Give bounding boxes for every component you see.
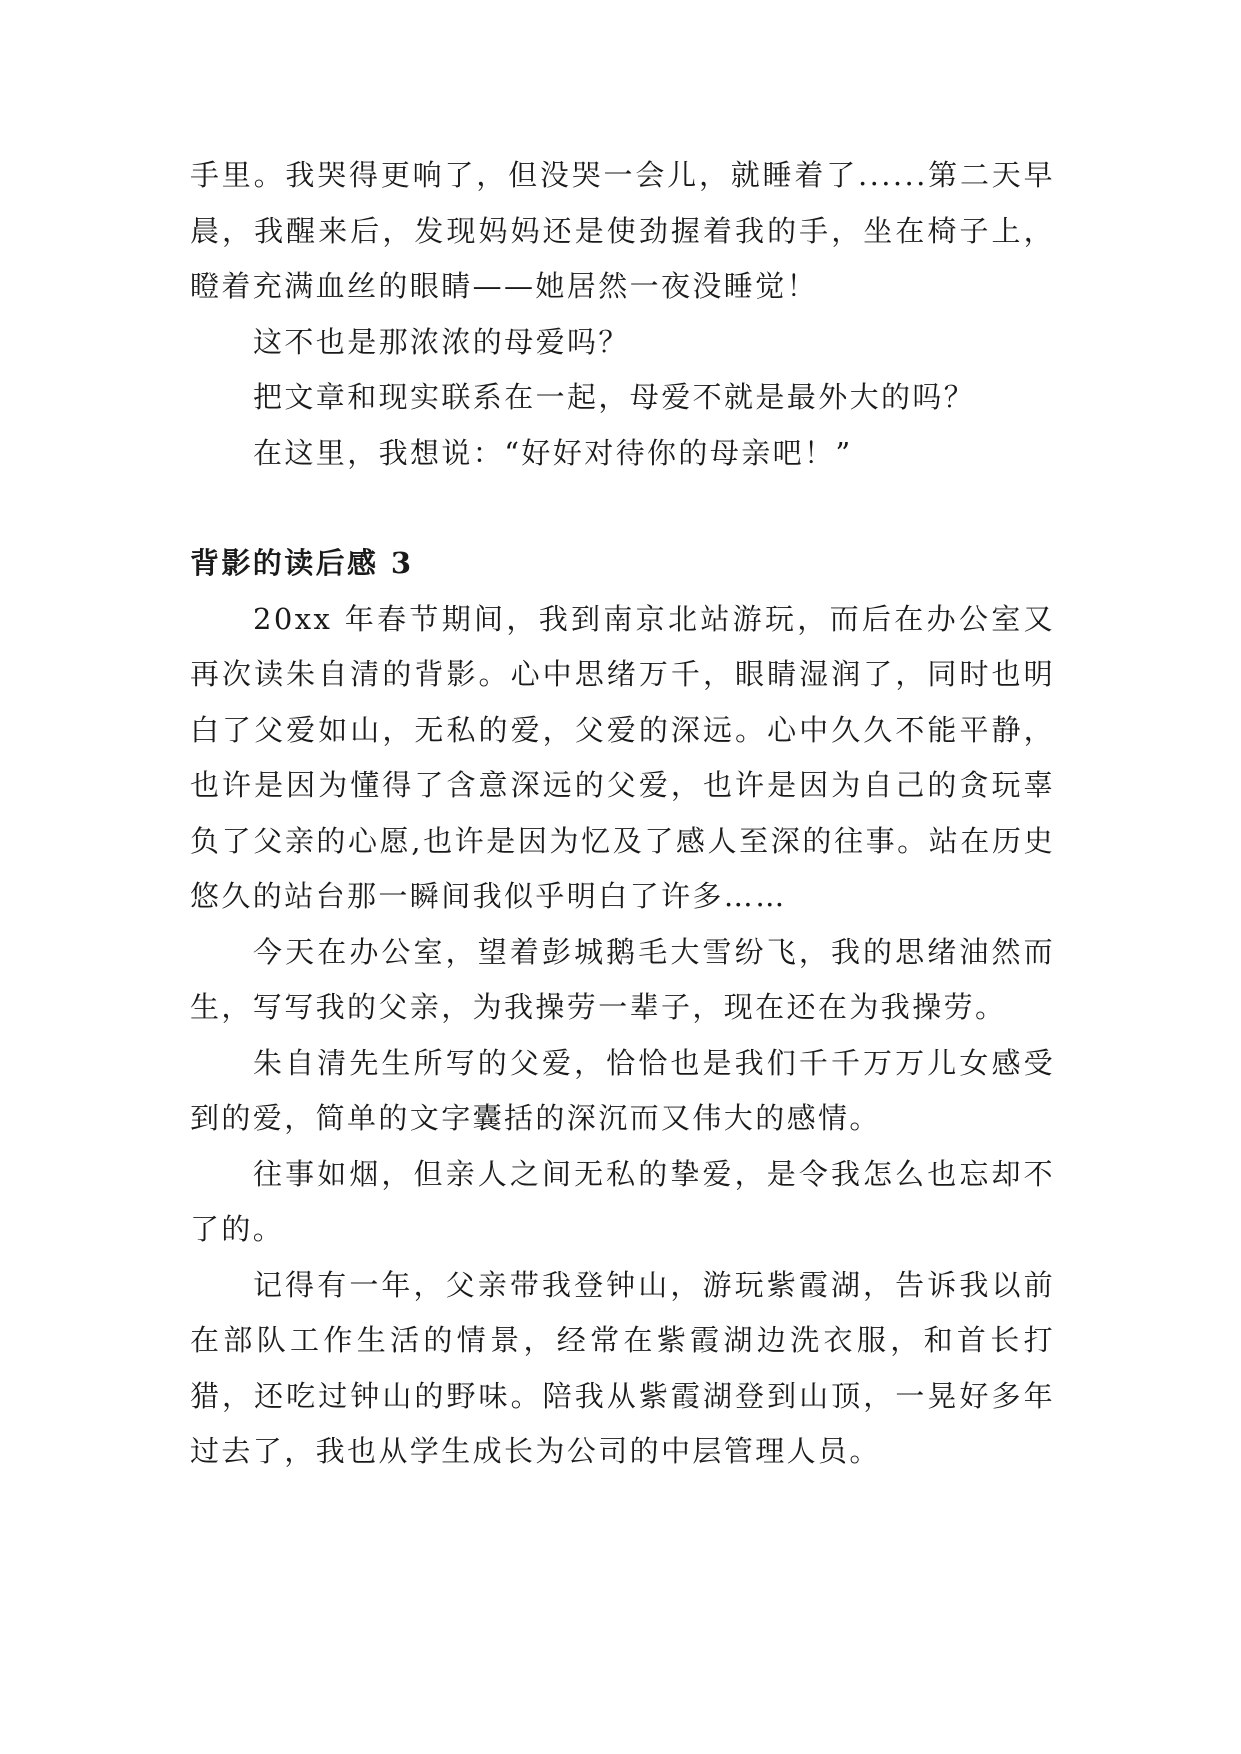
paragraph-8: 往事如烟，但亲人之间无私的挚爱，是令我怎么也忘却不了的。 [190, 1156, 1055, 1246]
paragraph-4: 在这里，我想说：“好好对待你的母亲吧！” [253, 435, 853, 470]
paragraph-1: 手里。我哭得更响了，但没哭一会儿，就睡着了......第二天早晨，我醒来后，发现妈妈还是使劲握着我的手，坐在椅子上，瞪着充满血丝的眼睛——她居然一夜没睡觉！ [190, 158, 1055, 303]
paragraph-3: 把文章和现实联系在一起，母爱不就是最外大的吗？ [253, 380, 976, 414]
paragraph-9: 记得有一年，父亲带我登钟山，游玩紫霞湖，告诉我以前在部队工作生活的情景，经常在紫霞湖边洗衣服，和首长打猎，还吃过钟山的野味。陪我从紫霞湖登到山顶，一晃好多年过去了，我也从学生成长为公司的中层管理人员。 [190, 1267, 1055, 1468]
document-page [190, 148, 1055, 1480]
paragraph-2: 这不也是那浓浓的母爱吗？ [253, 324, 630, 359]
paragraph-5: 20xx 年春节期间，我到南京北站游玩，而后在办公室又再次读朱自清的背影。心中思绪万千，眼睛湿润了，同时也明白了父爱如山，无私的爱，父爱的深远。心中久久不能平静，也许是因为懂得了含意深远的父爱，也许是因为自己的贪玩辜负了父亲的心愿,也许是因为忆及了感人至深的往事。站在历史悠久的站台那一瞬间我似乎明白了许多…… [190, 601, 1055, 913]
paragraph-6: 今天在办公室，望着彭城鹅毛大雪纷飞，我的思绪油然而生，写写我的父亲，为我操劳一辈子，现在还在为我操劳。 [190, 934, 1055, 1024]
section-heading: 背影的读后感 3 [190, 546, 414, 580]
section-gap [190, 481, 1055, 536]
paragraph-7: 朱自清先生所写的父爱，恰恰也是我们千千万万儿女感受到的爱，简单的文字囊括的深沉而又伟大的感情。 [190, 1045, 1055, 1135]
